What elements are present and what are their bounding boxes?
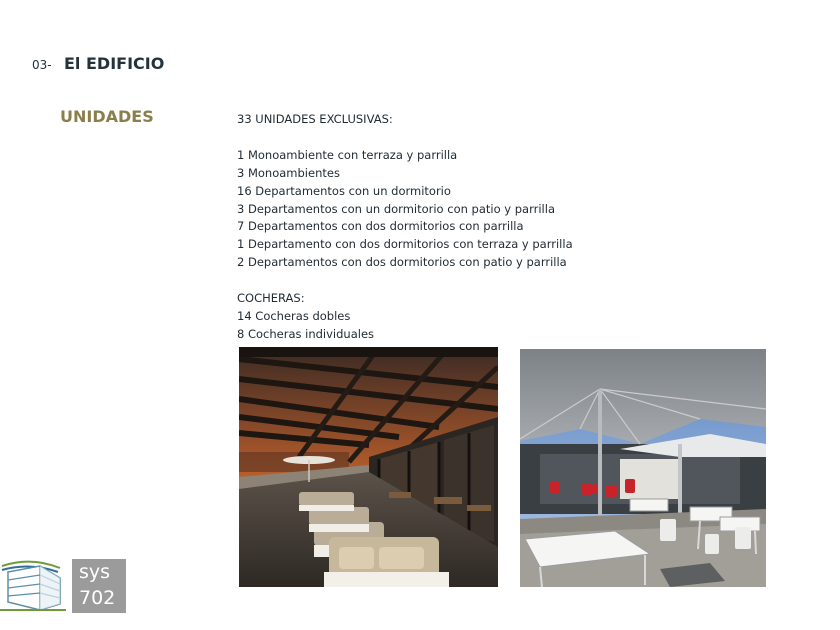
- terrace-dining-image: [520, 349, 766, 587]
- terrace-lounge-illustration: [239, 347, 498, 587]
- units-intro: 33 UNIDADES EXCLUSIVAS:: [237, 112, 393, 126]
- section-number: 03-: [32, 58, 52, 72]
- parking-heading: COCHERAS:: [237, 291, 305, 306]
- parking-item: 8 Cocheras individuales: [237, 326, 375, 341]
- unit-item: 3 Departamentos con un dormitorio con patio y parrilla: [237, 201, 555, 216]
- unit-item: 7 Departamentos con dos dormitorios con parrilla: [237, 219, 524, 234]
- spacer: [237, 129, 573, 147]
- terrace-dining-illustration: [520, 349, 766, 587]
- logo-text-line2: 702: [79, 587, 116, 609]
- section-title: El EDIFICIO: [64, 54, 165, 73]
- units-heading: UNIDADES: [60, 107, 154, 126]
- unit-item: 3 Monoambientes: [237, 165, 340, 180]
- unit-item: 2 Departamentos con dos dormitorios con patio y parrilla: [237, 255, 567, 270]
- unit-item: 1 Monoambiente con terraza y parrilla: [237, 147, 458, 162]
- unit-item: 1 Departamento con dos dormitorios con terraza y parrilla: [237, 237, 573, 252]
- building-logo-icon: [0, 558, 66, 614]
- units-content: [237, 111, 573, 344]
- logo-text-line1: sys: [79, 561, 111, 583]
- terrace-lounge-image: [239, 347, 498, 587]
- sys702-logo: [72, 559, 126, 613]
- parking-item: 14 Cocheras dobles: [237, 308, 351, 323]
- unit-item: 16 Departamentos con un dormitorio: [237, 183, 451, 198]
- spacer: [237, 272, 573, 290]
